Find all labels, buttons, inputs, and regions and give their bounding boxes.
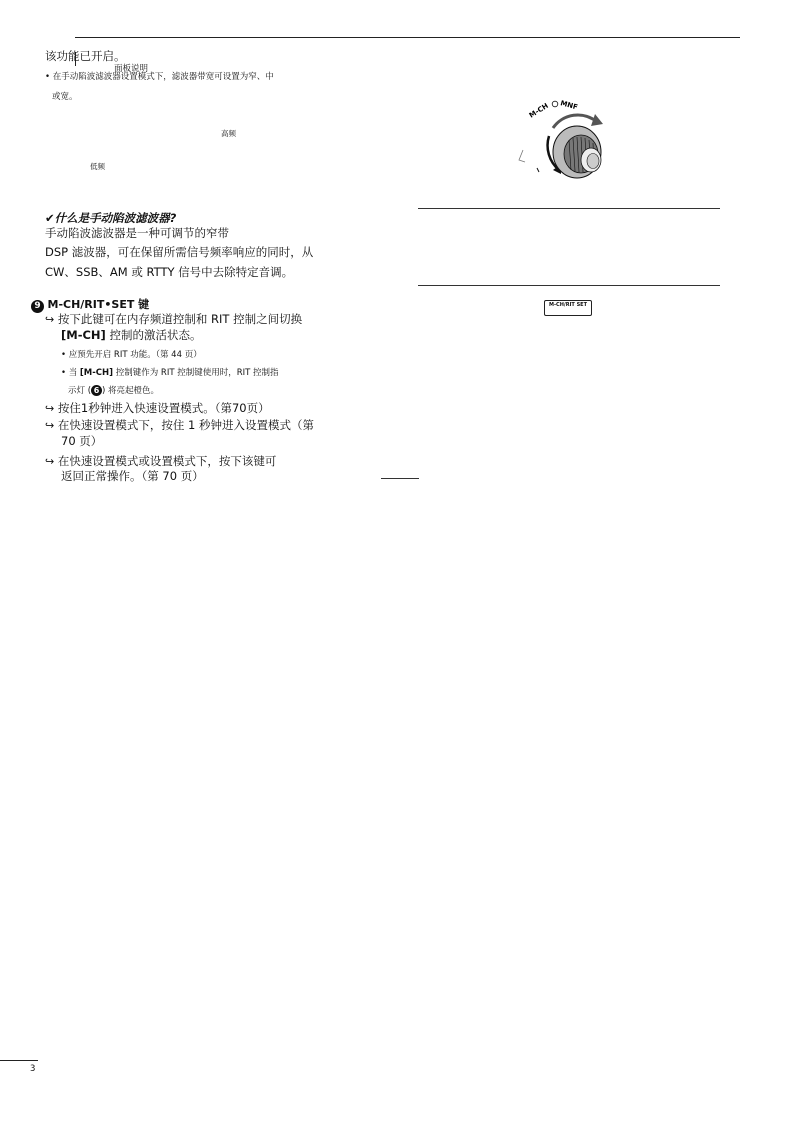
page-number: 3 xyxy=(30,1064,36,1074)
bullet-text: 或宽。 xyxy=(52,92,78,102)
divider xyxy=(418,285,720,286)
callout-text: DSP 滤波器，可在保留所需信号频率响应的同时，从 xyxy=(45,245,314,259)
m-ch-rit-set-key-illustration: M-CH/RIT SET xyxy=(544,300,592,316)
arrow-icon: ↪ xyxy=(45,313,55,326)
paragraph-text: 控制的激活状态。 xyxy=(105,328,202,342)
knob-label2: MNF xyxy=(559,99,579,112)
paragraph-text: 按住1秒钟进入快速设置模式。（第70页） xyxy=(57,401,270,415)
control-name: [M-CH] xyxy=(61,328,106,342)
knob-symbol-icon xyxy=(552,101,558,107)
sub-bullet-text: 示灯 ( xyxy=(68,386,92,396)
paragraph xyxy=(45,453,276,469)
sub-bullet-text: • 当 xyxy=(61,368,80,378)
top-rule xyxy=(75,37,740,38)
label-high: 高频 xyxy=(221,129,236,138)
paragraph xyxy=(61,327,201,343)
paragraph xyxy=(45,400,270,416)
paragraph xyxy=(45,417,314,433)
sub-bullet-text: 控制键作为 RIT 控制键使用时，RIT 控制指 xyxy=(113,368,279,378)
sub-bullet xyxy=(61,366,279,378)
footer-rule xyxy=(0,1060,38,1061)
divider xyxy=(418,208,720,209)
indicator-number-badge: 6 xyxy=(91,385,102,396)
text-line: 该功能已开启。 xyxy=(45,49,126,63)
item-number-badge: 9 xyxy=(31,300,44,313)
arrow-icon: ↪ xyxy=(45,402,55,415)
paragraph-text: 在快速设置模式下，按住 1 秒钟进入设置模式（第 xyxy=(57,418,315,432)
paragraph-text: 在快速设置模式或设置模式下，按下该键可 xyxy=(57,454,277,468)
control-name: [M-CH] xyxy=(79,368,114,378)
paragraph-text: 70 页） xyxy=(61,434,103,448)
callout-text: CW、SSB、AM 或 RTTY 信号中去除特定音调。 xyxy=(45,265,294,279)
sub-bullet xyxy=(68,384,159,396)
paragraph-text: 返回正常操作。（第 70 页） xyxy=(61,469,204,483)
label-low: 低频 xyxy=(90,162,105,171)
short-rule xyxy=(381,478,419,479)
knob-illustration xyxy=(515,90,615,190)
bullet-text: • 在手动陷波滤波器设置模式下，滤波器带宽可设置为窄、中 xyxy=(45,72,274,82)
callout-text: 手动陷波滤波器是一种可调节的窄带 xyxy=(45,226,229,240)
paragraph xyxy=(45,311,302,327)
arrow-icon: ↪ xyxy=(45,419,55,432)
section-label: 面板说明 xyxy=(114,64,149,74)
arrow-icon: ↪ xyxy=(45,455,55,468)
callout-heading: ✔什么是手动陷波滤波器? xyxy=(45,211,177,225)
sub-bullet-text: ) 将亮起橙色。 xyxy=(102,386,160,396)
knob-label: M-CH xyxy=(527,101,550,120)
sub-bullet: • 应预先开启 RIT 功能。（第 44 页） xyxy=(61,350,202,360)
item-title: M-CH/RIT•SET 键 xyxy=(47,298,150,311)
paragraph-text: 按下此键可在内存频道控制和 RIT 控制之间切换 xyxy=(57,312,303,326)
